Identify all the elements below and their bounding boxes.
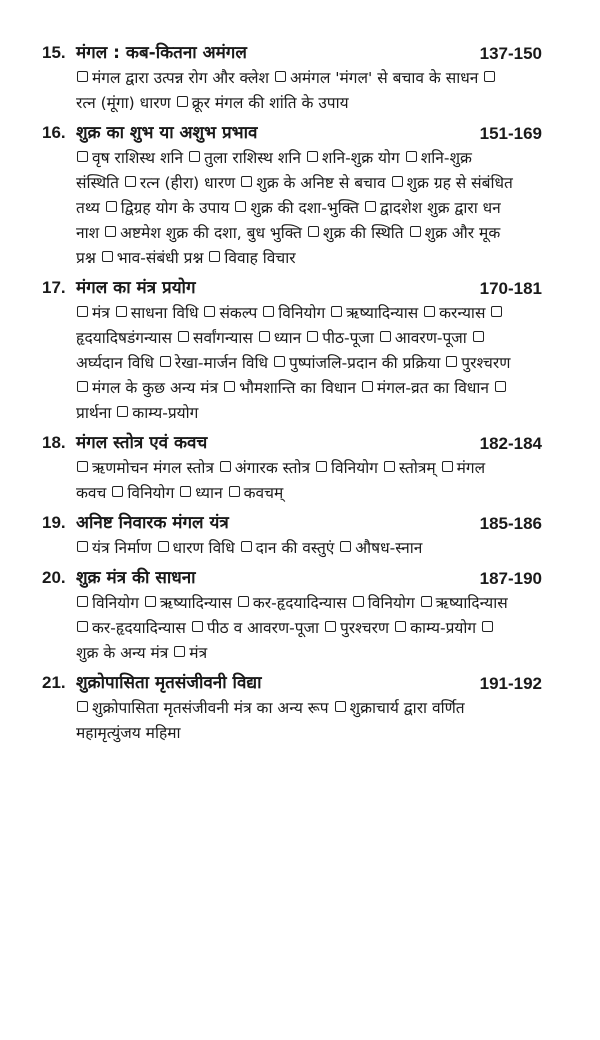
topic-item [423,304,490,322]
topic-label: आवरण-पूजा [394,329,467,347]
square-bullet-icon [220,461,231,472]
toc-entry [42,510,542,561]
square-bullet-icon [495,381,506,392]
square-bullet-icon [421,596,432,607]
square-bullet-icon [77,596,88,607]
topic-label: औषध-स्नान [355,539,423,557]
topic-item [208,249,295,267]
square-bullet-icon [263,306,274,317]
topic-item [116,404,198,422]
topic-label: वृष राशिस्थ शनि [92,149,184,167]
square-bullet-icon [125,176,136,187]
topic-label: ऋष्यादिन्यास [159,594,232,612]
topic-label: मंगल-व्रत का विधान [376,379,490,397]
topic-item [324,619,394,637]
topic-item [394,619,481,637]
table-of-contents [42,40,542,750]
chapter-title: मंगल : कब-कितना अमंगल [76,43,247,63]
topic-item [76,149,188,167]
chapter-title: शुक्रोपासिता मृतसंजीवनी विद्या [76,673,262,693]
topic-item [188,149,306,167]
topic-label: शनि-शुक्र योग [321,149,400,167]
square-bullet-icon [189,151,200,162]
topic-item [420,594,508,612]
topic-item [361,379,494,397]
topic-label: रेखा-मार्जन विधि [174,354,268,372]
topic-label: शुक्र के अन्य मंत्र [76,644,169,662]
topic-label: शुक्र के अनिष्ट से बचाव [256,174,386,192]
chapter-title: अनिष्ट निवारक मंगल यंत्र [76,513,229,533]
topic-item [115,304,204,322]
chapter-number: 19. [42,513,66,532]
topic-label: मंत्र [92,304,110,322]
topic-label: शुक्र की स्थिति [322,224,404,242]
topic-label: स्तोत्रम् [398,459,436,477]
topic-label: काम्य-प्रयोग [132,404,199,422]
topic-item [258,329,306,347]
topic-label: कर-हृदयादिन्यास [92,619,186,637]
topic-label: तुला राशिस्थ शनि [204,149,301,167]
square-bullet-icon [307,331,318,342]
topic-item [76,379,223,397]
topic-label: पुरश्चरण [340,619,390,637]
square-bullet-icon [274,356,285,367]
topic-label: भाव-संबंधी प्रश्न [116,249,204,267]
square-bullet-icon [106,201,117,212]
topic-item [179,484,227,502]
square-bullet-icon [117,406,128,417]
topic-label: हृदयादिषडंगन्यास [76,329,173,347]
square-bullet-icon [241,176,252,187]
topic-item [105,199,235,217]
square-bullet-icon [380,331,391,342]
topic-label: भौमशान्ति का विधान [239,379,356,397]
topic-label: पुष्पांजलि-प्रदान की प्रक्रिया [288,354,441,372]
page-range: 187-190 [479,569,542,588]
chapter-number: 17. [42,278,66,297]
square-bullet-icon [491,306,502,317]
topic-list [76,301,516,426]
topic-item [306,329,379,347]
topic-item [352,594,420,612]
chapter-number: 16. [42,123,66,142]
topic-label: शुक्र की दशा-भुक्ति [250,199,359,217]
toc-entry [42,430,542,506]
topic-item [177,329,258,347]
square-bullet-icon [353,596,364,607]
square-bullet-icon [77,71,88,82]
square-bullet-icon [406,151,417,162]
square-bullet-icon [77,461,88,472]
square-bullet-icon [178,331,189,342]
topic-item [274,69,483,87]
page-range: 151-169 [479,124,542,143]
square-bullet-icon [145,596,156,607]
topic-list [76,536,516,561]
square-bullet-icon [229,486,240,497]
topic-label: प्रार्थना [76,404,112,422]
topic-label: अर्घ्यदान विधि [76,354,154,372]
square-bullet-icon [77,306,88,317]
topic-item [157,539,240,557]
topic-item [306,149,405,167]
topic-label: क्रूर मंगल की शांति के उपाय [191,94,349,112]
square-bullet-icon [340,541,351,552]
toc-entry [42,40,542,116]
topic-item [315,459,383,477]
topic-item [76,619,191,637]
topic-label: मंगल द्वारा उत्पन्न रोग और क्लेश [92,69,270,87]
square-bullet-icon [308,226,319,237]
chapter-title: मंगल का मंत्र प्रयोग [76,278,196,298]
topic-label: पीठ-पूजा [322,329,374,347]
page-range: 170-181 [479,279,542,298]
topic-label: साधना विधि [130,304,199,322]
topic-label: विवाह विचार [224,249,296,267]
topic-item [262,304,330,322]
topic-item [111,484,179,502]
toc-entry [42,670,542,746]
topic-label: द्वादशेश शुक्र द्वारा धन नाश [76,199,501,242]
square-bullet-icon [192,621,203,632]
chapter-title: शुक्र मंत्र की साधना [76,568,196,588]
square-bullet-icon [362,381,373,392]
topic-label: विनियोग [92,594,139,612]
topic-item [307,224,409,242]
topic-label: शुक्र और मूक प्रश्न [76,224,501,267]
square-bullet-icon [180,486,191,497]
square-bullet-icon [224,381,235,392]
square-bullet-icon [235,201,246,212]
topic-item [101,249,209,267]
page-range: 191-192 [479,674,542,693]
square-bullet-icon [209,251,220,262]
square-bullet-icon [77,541,88,552]
square-bullet-icon [446,356,457,367]
topic-item [76,594,144,612]
topic-label: रत्न (हीरा) धारण [139,174,236,192]
topic-item [176,94,349,112]
square-bullet-icon [116,306,127,317]
entry-heading [42,510,542,536]
square-bullet-icon [77,701,88,712]
topic-list [76,66,516,116]
topic-label: यंत्र निर्माण [92,539,152,557]
chapter-number: 21. [42,673,66,692]
entry-heading [42,565,542,591]
square-bullet-icon [365,201,376,212]
toc-entry [42,565,542,666]
topic-label: शुक्राचार्य द्वारा वर्णित महामृत्युंजय महिमा [76,699,465,742]
topic-item [76,459,219,477]
square-bullet-icon [77,381,88,392]
square-bullet-icon [158,541,169,552]
topic-item [339,539,422,557]
topic-label: विनियोग [331,459,379,477]
topic-label: रत्न (मूंगा) धारण [76,94,171,112]
topic-label: ऋणमोचन मंगल स्तोत्र [92,459,214,477]
topic-label: अष्टमेश शुक्र की दशा, बुध भुक्ति [120,224,302,242]
square-bullet-icon [174,646,185,657]
square-bullet-icon [424,306,435,317]
topic-label: मंगल के कुछ अन्य मंत्र [92,379,219,397]
topic-item [240,539,340,557]
topic-item [144,594,237,612]
toc-entry [42,275,542,426]
topic-item [124,174,240,192]
topic-item [240,174,390,192]
topic-item [237,594,352,612]
square-bullet-icon [77,621,88,632]
topic-label: करन्यास [439,304,486,322]
square-bullet-icon [473,331,484,342]
topic-label: पुरश्चरण [461,354,511,372]
topic-label: धारण विधि [172,539,235,557]
square-bullet-icon [112,486,123,497]
topic-label: कवचम् [243,484,284,502]
topic-label: विनियोग [127,484,175,502]
square-bullet-icon [77,151,88,162]
square-bullet-icon [275,71,286,82]
topic-label: शुक्रोपासिता मृतसंजीवनी मंत्र का अन्य रूप [92,699,329,717]
chapter-number: 15. [42,43,66,62]
topic-item [234,199,364,217]
topic-item [445,354,510,372]
topic-item [203,304,262,322]
toc-entry [42,120,542,271]
square-bullet-icon [160,356,171,367]
topic-label: ध्यान [273,329,302,347]
page-range: 182-184 [479,434,542,453]
square-bullet-icon [204,306,215,317]
chapter-number: 20. [42,568,66,587]
square-bullet-icon [259,331,270,342]
topic-item [223,379,361,397]
chapter-number: 18. [42,433,66,452]
square-bullet-icon [395,621,406,632]
square-bullet-icon [325,621,336,632]
topic-label: सर्वांगन्यास [192,329,253,347]
topic-label: अंगारक स्तोत्र [234,459,311,477]
topic-item [228,484,284,502]
topic-label: द्विग्रह योग के उपाय [120,199,230,217]
topic-label: कर-हृदयादिन्यास [252,594,347,612]
topic-label: शनि-शुक्र संस्थिति [76,149,472,192]
topic-label: ऋष्यादिन्यास [435,594,508,612]
entry-heading [42,430,542,456]
chapter-title: शुक्र का शुभ या अशुभ प्रभाव [76,123,258,143]
topic-label: पीठ व आवरण-पूजा [206,619,320,637]
topic-label: दान की वस्तुएं [255,539,335,557]
square-bullet-icon [316,461,327,472]
topic-item [159,354,273,372]
square-bullet-icon [105,226,116,237]
page-range: 137-150 [479,44,542,63]
entry-heading [42,120,542,146]
topic-item [191,619,324,637]
topic-label: अमंगल 'मंगल' से बचाव के साधन [290,69,479,87]
square-bullet-icon [238,596,249,607]
topic-item [76,304,115,322]
topic-label: ध्यान [195,484,223,502]
topic-item [379,329,472,347]
topic-label: विनियोग [367,594,415,612]
square-bullet-icon [307,151,318,162]
topic-item [330,304,423,322]
topic-list [76,456,516,506]
square-bullet-icon [384,461,395,472]
entry-heading [42,275,542,301]
square-bullet-icon [102,251,113,262]
square-bullet-icon [177,96,188,107]
topic-label: काम्य-प्रयोग [410,619,477,637]
topic-list [76,146,516,271]
chapter-title: मंगल स्तोत्र एवं कवच [76,433,208,453]
topic-item [76,69,274,87]
entry-heading [42,670,542,696]
topic-item [76,539,157,557]
square-bullet-icon [442,461,453,472]
topic-item [76,699,334,717]
topic-label: संकल्प [219,304,258,322]
square-bullet-icon [484,71,495,82]
topic-item [383,459,441,477]
topic-list [76,591,516,666]
square-bullet-icon [335,701,346,712]
topic-label: शुक्र ग्रह से संबंधित तथ्य [76,174,513,217]
square-bullet-icon [331,306,342,317]
entry-heading [42,40,542,66]
topic-item [273,354,445,372]
topic-item [173,644,207,662]
square-bullet-icon [410,226,421,237]
topic-label: ऋष्यादिन्यास [346,304,419,322]
topic-label: विनियोग [278,304,326,322]
topic-item [104,224,307,242]
square-bullet-icon [392,176,403,187]
page-range: 185-186 [479,514,542,533]
topic-label: मंत्र [189,644,208,662]
square-bullet-icon [482,621,493,632]
topic-label: मंगल कवच [76,459,486,502]
topic-item [219,459,315,477]
square-bullet-icon [241,541,252,552]
topic-list [76,696,516,746]
